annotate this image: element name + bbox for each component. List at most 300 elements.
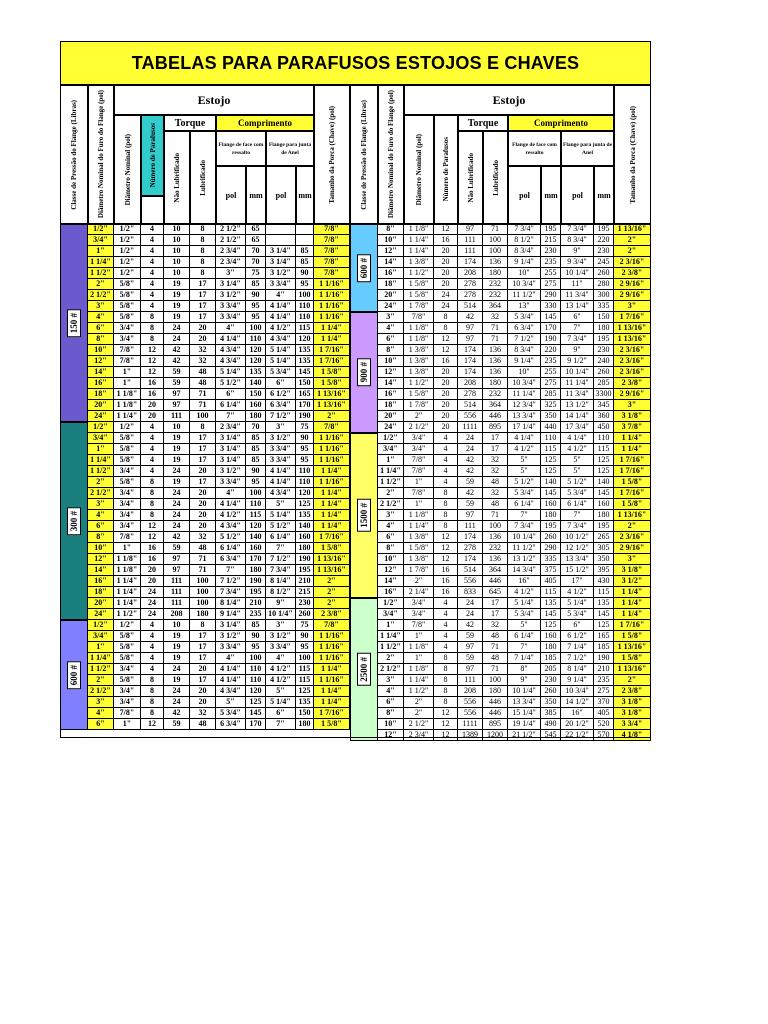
header-flange-junta-right: Flange para junta de Anel	[561, 131, 614, 166]
right-table-cell: 20	[434, 378, 458, 389]
left-table-cell: 125	[246, 697, 266, 708]
right-table-cell: 20"	[378, 411, 404, 422]
right-table-cell: 7/8"	[404, 488, 434, 499]
left-table-cell: 1 1/8"	[114, 400, 141, 411]
left-table-cell: 1 1/8"	[114, 565, 141, 576]
right-table-cell: 3/4"	[404, 433, 434, 444]
left-table-cell: 1 5/8"	[314, 719, 350, 730]
right-table-cell: 14"	[378, 378, 404, 389]
left-table-cell: 4 1/4"	[266, 312, 296, 323]
right-table-cell: 145	[541, 488, 561, 499]
left-table-cell: 1 1/4"	[314, 510, 350, 521]
right-table-cell: 7 3/4"	[508, 521, 541, 532]
left-table-cell: 10	[164, 257, 190, 268]
left-table-cell: 20	[190, 334, 216, 345]
right-table-cell: 2"	[404, 697, 434, 708]
left-table-cell: 19	[164, 477, 190, 488]
left-table-cell: 18"	[88, 587, 114, 598]
left-table-cell: 3/4"	[88, 433, 114, 444]
left-table-cell: 160	[246, 543, 266, 554]
right-table-cell: 180	[594, 323, 614, 334]
left-table-cell: 6"	[266, 378, 296, 389]
right-table-cell: 16"	[378, 268, 404, 279]
left-table-cell: 100	[246, 488, 266, 499]
left-table-cell: 4"	[216, 488, 246, 499]
right-table-cell: 1 1/8"	[404, 642, 434, 653]
left-table-cell: 42	[164, 708, 190, 719]
right-table-cell: 13 1/2"	[561, 400, 594, 411]
left-table-cell: 4	[141, 301, 164, 312]
right-table-cell: 3"	[614, 400, 651, 411]
right-table-cell: 8"	[378, 708, 404, 719]
left-table-cell: 24	[164, 664, 190, 675]
right-table-cell: 278	[458, 543, 483, 554]
right-table-cell: 514	[458, 301, 483, 312]
left-table-cell: 4	[141, 455, 164, 466]
left-table-cell: 20	[190, 466, 216, 477]
right-table-cell: 235	[541, 257, 561, 268]
left-table-cell: 97	[164, 554, 190, 565]
right-table-cell: 1 1/4"	[614, 598, 651, 609]
left-table-cell: 24	[164, 697, 190, 708]
left-table-cell: 48	[190, 378, 216, 389]
right-table-cell: 1 5/8"	[614, 477, 651, 488]
right-table-cell: 3"	[378, 312, 404, 323]
header-lub-right: Lubrificado	[483, 131, 508, 224]
right-table-cell: 1 7/16"	[614, 312, 651, 323]
left-table-cell: 210	[246, 598, 266, 609]
left-table-cell: 3/4"	[88, 631, 114, 642]
right-table-cell: 232	[483, 279, 508, 290]
left-table-cell: 8"	[88, 532, 114, 543]
right-table-cell: 5 1/4"	[508, 598, 541, 609]
left-table-cell: 12	[141, 345, 164, 356]
left-table-cell: 4"	[88, 510, 114, 521]
right-table-cell: 5 1/2"	[508, 477, 541, 488]
left-table-cell: 10	[164, 224, 190, 235]
right-table-cell: 32	[483, 488, 508, 499]
right-table-cell: 1 1/8"	[404, 510, 434, 521]
right-table-cell: 1 5/8"	[404, 389, 434, 400]
right-table-cell: 556	[458, 411, 483, 422]
right-table-cell: 2"	[614, 521, 651, 532]
right-table-cell: 232	[483, 543, 508, 554]
right-table-cell: 1 1/4"	[614, 609, 651, 620]
left-table-cell: 2"	[314, 598, 350, 609]
left-table-cell: 6 1/2"	[266, 389, 296, 400]
left-table-cell: 6"	[88, 719, 114, 730]
header-nao-lub-right: Não Lubrificado	[458, 131, 483, 224]
right-class-band	[350, 312, 378, 433]
right-table-cell: 180	[541, 642, 561, 653]
right-table-cell: 4"	[378, 323, 404, 334]
left-table-cell: 1 1/2"	[88, 664, 114, 675]
right-table-cell: 195	[541, 224, 561, 235]
left-table-cell: 7"	[216, 565, 246, 576]
right-table-cell: 446	[483, 708, 508, 719]
right-table-cell: 20	[434, 257, 458, 268]
right-table-cell: 180	[483, 378, 508, 389]
right-table-cell: 71	[483, 642, 508, 653]
right-table-cell: 136	[483, 554, 508, 565]
right-table-cell: 10 1/4"	[508, 686, 541, 697]
right-table-cell: 12"	[378, 367, 404, 378]
right-table-cell: 215	[541, 235, 561, 246]
right-table-cell: 13"	[508, 301, 541, 312]
left-table-cell: 5 3/4"	[266, 367, 296, 378]
left-table-cell: 16	[141, 378, 164, 389]
right-table-cell: 4	[434, 433, 458, 444]
left-table-cell: 115	[246, 510, 266, 521]
right-table-cell: 110	[594, 433, 614, 444]
left-table-cell: 4	[141, 268, 164, 279]
left-table-cell: 12"	[88, 554, 114, 565]
right-table-cell: 20	[434, 411, 458, 422]
left-table-cell: 20	[141, 411, 164, 422]
right-table-cell: 10 3/4"	[561, 686, 594, 697]
left-table-cell: 12	[141, 367, 164, 378]
right-table-cell: 1/2"	[378, 433, 404, 444]
left-class-band	[60, 224, 88, 422]
left-table-cell: 135	[296, 697, 314, 708]
right-table-cell: 8 3/4"	[508, 345, 541, 356]
right-table-cell: 16	[434, 356, 458, 367]
left-table-cell: 3/4"	[114, 466, 141, 477]
left-table-cell: 4	[141, 290, 164, 301]
left-table-cell: 7 1/2"	[266, 411, 296, 422]
left-table-cell: 42	[164, 345, 190, 356]
left-table-cell: 16	[141, 389, 164, 400]
left-table-cell: 160	[296, 532, 314, 543]
left-table-cell: 1 1/16"	[314, 290, 350, 301]
left-table-cell: 19	[164, 279, 190, 290]
left-table-cell: 4"	[88, 708, 114, 719]
right-table-cell: 278	[458, 389, 483, 400]
left-table-cell: 3/4"	[114, 499, 141, 510]
right-table-cell: 180	[483, 268, 508, 279]
left-table-cell: 4 1/4"	[266, 301, 296, 312]
right-table-cell: 10"	[508, 367, 541, 378]
left-table-cell: 180	[246, 565, 266, 576]
right-table-cell: 4	[434, 642, 458, 653]
left-table-cell: 4 3/4"	[216, 345, 246, 356]
right-table-cell: 12"	[378, 565, 404, 576]
right-table-cell: 3 1/2"	[614, 576, 651, 587]
left-table-cell: 5/8"	[114, 279, 141, 290]
left-table-cell: 95	[246, 642, 266, 653]
left-table-cell: 8"	[88, 334, 114, 345]
left-table-cell: 4 1/4"	[216, 675, 246, 686]
left-class-label: 150 #	[67, 309, 81, 337]
right-table-cell: 17 3/4"	[561, 422, 594, 433]
right-table-cell: 1 5/8"	[614, 499, 651, 510]
left-table-cell: 4 1/4"	[266, 477, 296, 488]
right-table-cell: 8	[434, 697, 458, 708]
left-table-cell: 17	[190, 444, 216, 455]
right-table-cell: 125	[541, 466, 561, 477]
left-table-cell: 5/8"	[114, 675, 141, 686]
right-table-cell: 1 1/2"	[378, 477, 404, 488]
header-pol-b-right: pol	[561, 166, 594, 224]
left-table-cell: 75	[296, 620, 314, 631]
left-table-cell: 111	[164, 598, 190, 609]
left-table-cell: 85	[296, 246, 314, 257]
left-table-cell: 1 1/4"	[114, 576, 141, 587]
left-table-cell: 1 1/16"	[314, 433, 350, 444]
right-table-cell: 174	[458, 257, 483, 268]
left-table-cell: 1 1/8"	[114, 554, 141, 565]
left-table-cell: 70	[246, 422, 266, 433]
left-table-cell: 4 1/4"	[266, 466, 296, 477]
left-table-cell: 1"	[114, 543, 141, 554]
left-table-cell: 7 3/4"	[216, 587, 246, 598]
right-table-cell: 4 1/2"	[508, 444, 541, 455]
header-comprimento-right: Comprimento	[508, 115, 614, 131]
left-table-cell: 32	[190, 356, 216, 367]
left-table-cell: 1 7/16"	[314, 532, 350, 543]
right-table-cell: 42	[458, 466, 483, 477]
left-class-band	[60, 620, 88, 730]
left-table-cell: 4 1/4"	[216, 334, 246, 345]
left-table-cell: 24	[164, 499, 190, 510]
left-table-cell: 16	[141, 554, 164, 565]
left-table-cell: 17	[190, 301, 216, 312]
right-table-cell: 7 1/2"	[508, 334, 541, 345]
left-table-cell: 9"	[266, 598, 296, 609]
left-table-cell	[296, 235, 314, 246]
left-table-cell: 3 1/4"	[266, 257, 296, 268]
left-table-cell: 3 3/4"	[266, 455, 296, 466]
right-table-cell: 1 3/8"	[404, 367, 434, 378]
right-table-cell: 20	[434, 279, 458, 290]
right-table-cell: 8	[434, 675, 458, 686]
header-porca-left: Tamanho da Porca (Chave) (pol)	[314, 85, 350, 224]
right-class-band	[350, 224, 378, 312]
right-table-cell: 2 1/2"	[378, 499, 404, 510]
right-table-cell: 395	[594, 565, 614, 576]
left-table-cell: 140	[246, 532, 266, 543]
right-table-cell: 145	[594, 609, 614, 620]
left-table-cell: 4	[141, 422, 164, 433]
left-table-cell: 1 1/16"	[314, 631, 350, 642]
left-table-cell: 6"	[88, 521, 114, 532]
right-table-cell: 4 1/2"	[561, 587, 594, 598]
right-table-cell: 11 3/4"	[561, 389, 594, 400]
right-table-cell: 2 3/8"	[614, 378, 651, 389]
left-table-cell: 4 1/2"	[266, 664, 296, 675]
right-table-cell: 1 7/8"	[404, 301, 434, 312]
right-table-cell: 12	[434, 719, 458, 730]
left-table-cell: 85	[296, 257, 314, 268]
left-table-cell: 1"	[114, 367, 141, 378]
right-table-cell: 9 1/2"	[561, 356, 594, 367]
left-table-cell: 1/2"	[114, 620, 141, 631]
left-table-cell: 5/8"	[114, 312, 141, 323]
left-table-cell: 24	[141, 587, 164, 598]
right-table-cell: 13 3/4"	[561, 554, 594, 565]
left-table-cell: 215	[296, 587, 314, 598]
left-table-cell: 2"	[314, 576, 350, 587]
left-table-cell: 5/8"	[114, 301, 141, 312]
left-table-cell: 70	[246, 257, 266, 268]
left-table-cell: 6 3/4"	[216, 554, 246, 565]
right-table-cell: 8	[434, 521, 458, 532]
right-table-cell: 1 1/4"	[404, 675, 434, 686]
left-table-cell: 1 7/16"	[314, 708, 350, 719]
right-table-cell: 2 3/16"	[614, 532, 651, 543]
right-table-cell: 14 1/4"	[561, 411, 594, 422]
right-table-cell: 245	[594, 257, 614, 268]
right-table-cell: 110	[541, 433, 561, 444]
right-table-cell: 6 1/4"	[561, 499, 594, 510]
right-table-cell: 24"	[378, 422, 404, 433]
right-table-cell: 8	[434, 664, 458, 675]
left-table-cell: 20	[190, 499, 216, 510]
right-table-cell: 11 1/4"	[561, 378, 594, 389]
right-table-cell: 278	[458, 290, 483, 301]
left-table-cell: 3 1/4"	[216, 455, 246, 466]
header-flange-ressalto-right: Flange de face com ressalto	[508, 131, 561, 166]
left-table-cell: 4 1/2"	[266, 323, 296, 334]
left-table-cell: 42	[164, 356, 190, 367]
header-mm-b-right: mm	[594, 166, 614, 224]
table-header	[60, 85, 651, 224]
left-table-cell: 19	[164, 444, 190, 455]
right-table-cell: 7"	[561, 510, 594, 521]
left-table-cell: 10	[164, 268, 190, 279]
right-table-cell: 2 3/16"	[614, 257, 651, 268]
right-table-cell: 2 9/16"	[614, 543, 651, 554]
left-table-cell: 1 13/16"	[314, 565, 350, 576]
right-table-cell: 97	[458, 664, 483, 675]
right-table-cell: 1"	[378, 620, 404, 631]
left-table-cell: 5 1/4"	[266, 510, 296, 521]
right-table-cell: 1200	[483, 730, 508, 741]
left-table-cell: 7/8"	[314, 620, 350, 631]
right-table-cell: 208	[458, 378, 483, 389]
right-table-cell: 545	[541, 730, 561, 741]
left-table-cell: 48	[190, 367, 216, 378]
left-table-cell: 260	[296, 609, 314, 620]
right-table-cell: 1 7/16"	[614, 455, 651, 466]
right-table-cell: 42	[458, 312, 483, 323]
left-table-cell: 10"	[88, 543, 114, 554]
right-table-cell: 4 1/4"	[561, 433, 594, 444]
left-table-cell: 7/8"	[114, 532, 141, 543]
left-table-cell: 190	[246, 576, 266, 587]
left-table-cell: 20	[190, 697, 216, 708]
right-table-cell: 3 7/8"	[614, 422, 651, 433]
left-table-cell: 90	[296, 268, 314, 279]
right-table-cell: 2 1/4"	[404, 587, 434, 598]
left-table-cell: 1 1/16"	[314, 301, 350, 312]
right-table-cell: 208	[458, 268, 483, 279]
left-table-cell: 4 3/4"	[216, 356, 246, 367]
left-table-cell: 1 1/16"	[314, 455, 350, 466]
left-table-cell: 20	[190, 488, 216, 499]
right-table-cell: 5"	[508, 455, 541, 466]
right-table-cell: 1 1/8"	[404, 664, 434, 675]
left-table-cell: 8	[190, 235, 216, 246]
right-table-cell: 9 1/4"	[508, 356, 541, 367]
header-flange-junta-left: Flange para junta de Anel	[266, 131, 314, 166]
left-table-cell: 95	[246, 301, 266, 312]
left-table-cell: 110	[246, 675, 266, 686]
right-table-cell: 115	[594, 587, 614, 598]
right-table-cell: 145	[541, 609, 561, 620]
right-table-cell: 8	[434, 653, 458, 664]
right-table-cell: 5"	[561, 455, 594, 466]
right-table-cell: 9 1/4"	[508, 257, 541, 268]
left-table-cell: 4	[141, 279, 164, 290]
left-table-cell: 3 1/4"	[216, 279, 246, 290]
right-table-cell: 11 1/2"	[508, 290, 541, 301]
right-table-cell: 2"	[404, 576, 434, 587]
right-table-cell: 32	[483, 466, 508, 477]
right-table-cell: 1 7/8"	[404, 565, 434, 576]
header-mm-b-left: mm	[296, 166, 314, 224]
left-table-cell: 4	[141, 664, 164, 675]
right-table-cell: 24	[458, 609, 483, 620]
right-table-cell: 2 3/8"	[614, 268, 651, 279]
left-table-cell: 4	[141, 642, 164, 653]
left-table-cell: 120	[246, 686, 266, 697]
left-table-cell: 5 1/4"	[266, 697, 296, 708]
left-table-cell: 110	[296, 477, 314, 488]
left-table-cell: 3 3/4"	[216, 312, 246, 323]
right-table-cell: 7"	[561, 323, 594, 334]
left-table-cell: 3"	[88, 499, 114, 510]
right-table-cell: 20	[434, 389, 458, 400]
left-table-cell: 12	[141, 719, 164, 730]
right-table-cell: 5"	[508, 466, 541, 477]
left-table-cell: 6"	[266, 708, 296, 719]
left-table-cell: 7/8"	[114, 345, 141, 356]
right-table-cell: 20	[434, 367, 458, 378]
right-table-cell: 20	[434, 246, 458, 257]
right-table-cell: 1 3/8"	[404, 356, 434, 367]
right-table-cell: 4 1/2"	[508, 587, 541, 598]
left-table-cell: 100	[190, 576, 216, 587]
left-table-cell: 1"	[88, 642, 114, 653]
left-table-cell: 3"	[266, 620, 296, 631]
bolt-table-sheet	[60, 41, 651, 738]
left-table-cell: 5/8"	[114, 477, 141, 488]
left-table-cell: 150	[296, 708, 314, 719]
right-table-cell: 335	[541, 554, 561, 565]
left-table-cell: 2 1/2"	[216, 235, 246, 246]
left-table-cell: 8	[190, 224, 216, 235]
right-table-cell: 190	[594, 653, 614, 664]
left-table-cell: 4 1/4"	[216, 664, 246, 675]
left-table-cell: 4 1/2"	[216, 510, 246, 521]
left-table-cell: 7 1/2"	[266, 554, 296, 565]
left-table-cell: 170	[246, 554, 266, 565]
right-table-cell: 8 3/4"	[508, 246, 541, 257]
left-table-cell: 1"	[114, 719, 141, 730]
left-table-cell: 24"	[88, 411, 114, 422]
right-table-cell: 4 1/2"	[561, 444, 594, 455]
right-table-cell: 12	[434, 532, 458, 543]
right-table-cell: 1 3/8"	[404, 554, 434, 565]
right-table-cell: 375	[541, 565, 561, 576]
right-table-cell: 9 3/4"	[561, 257, 594, 268]
right-table-cell: 556	[458, 576, 483, 587]
left-table-cell: 6"	[216, 389, 246, 400]
left-table-cell: 208	[164, 609, 190, 620]
left-table-cell: 5 1/2"	[216, 532, 246, 543]
right-table-cell: 7 3/4"	[561, 224, 594, 235]
